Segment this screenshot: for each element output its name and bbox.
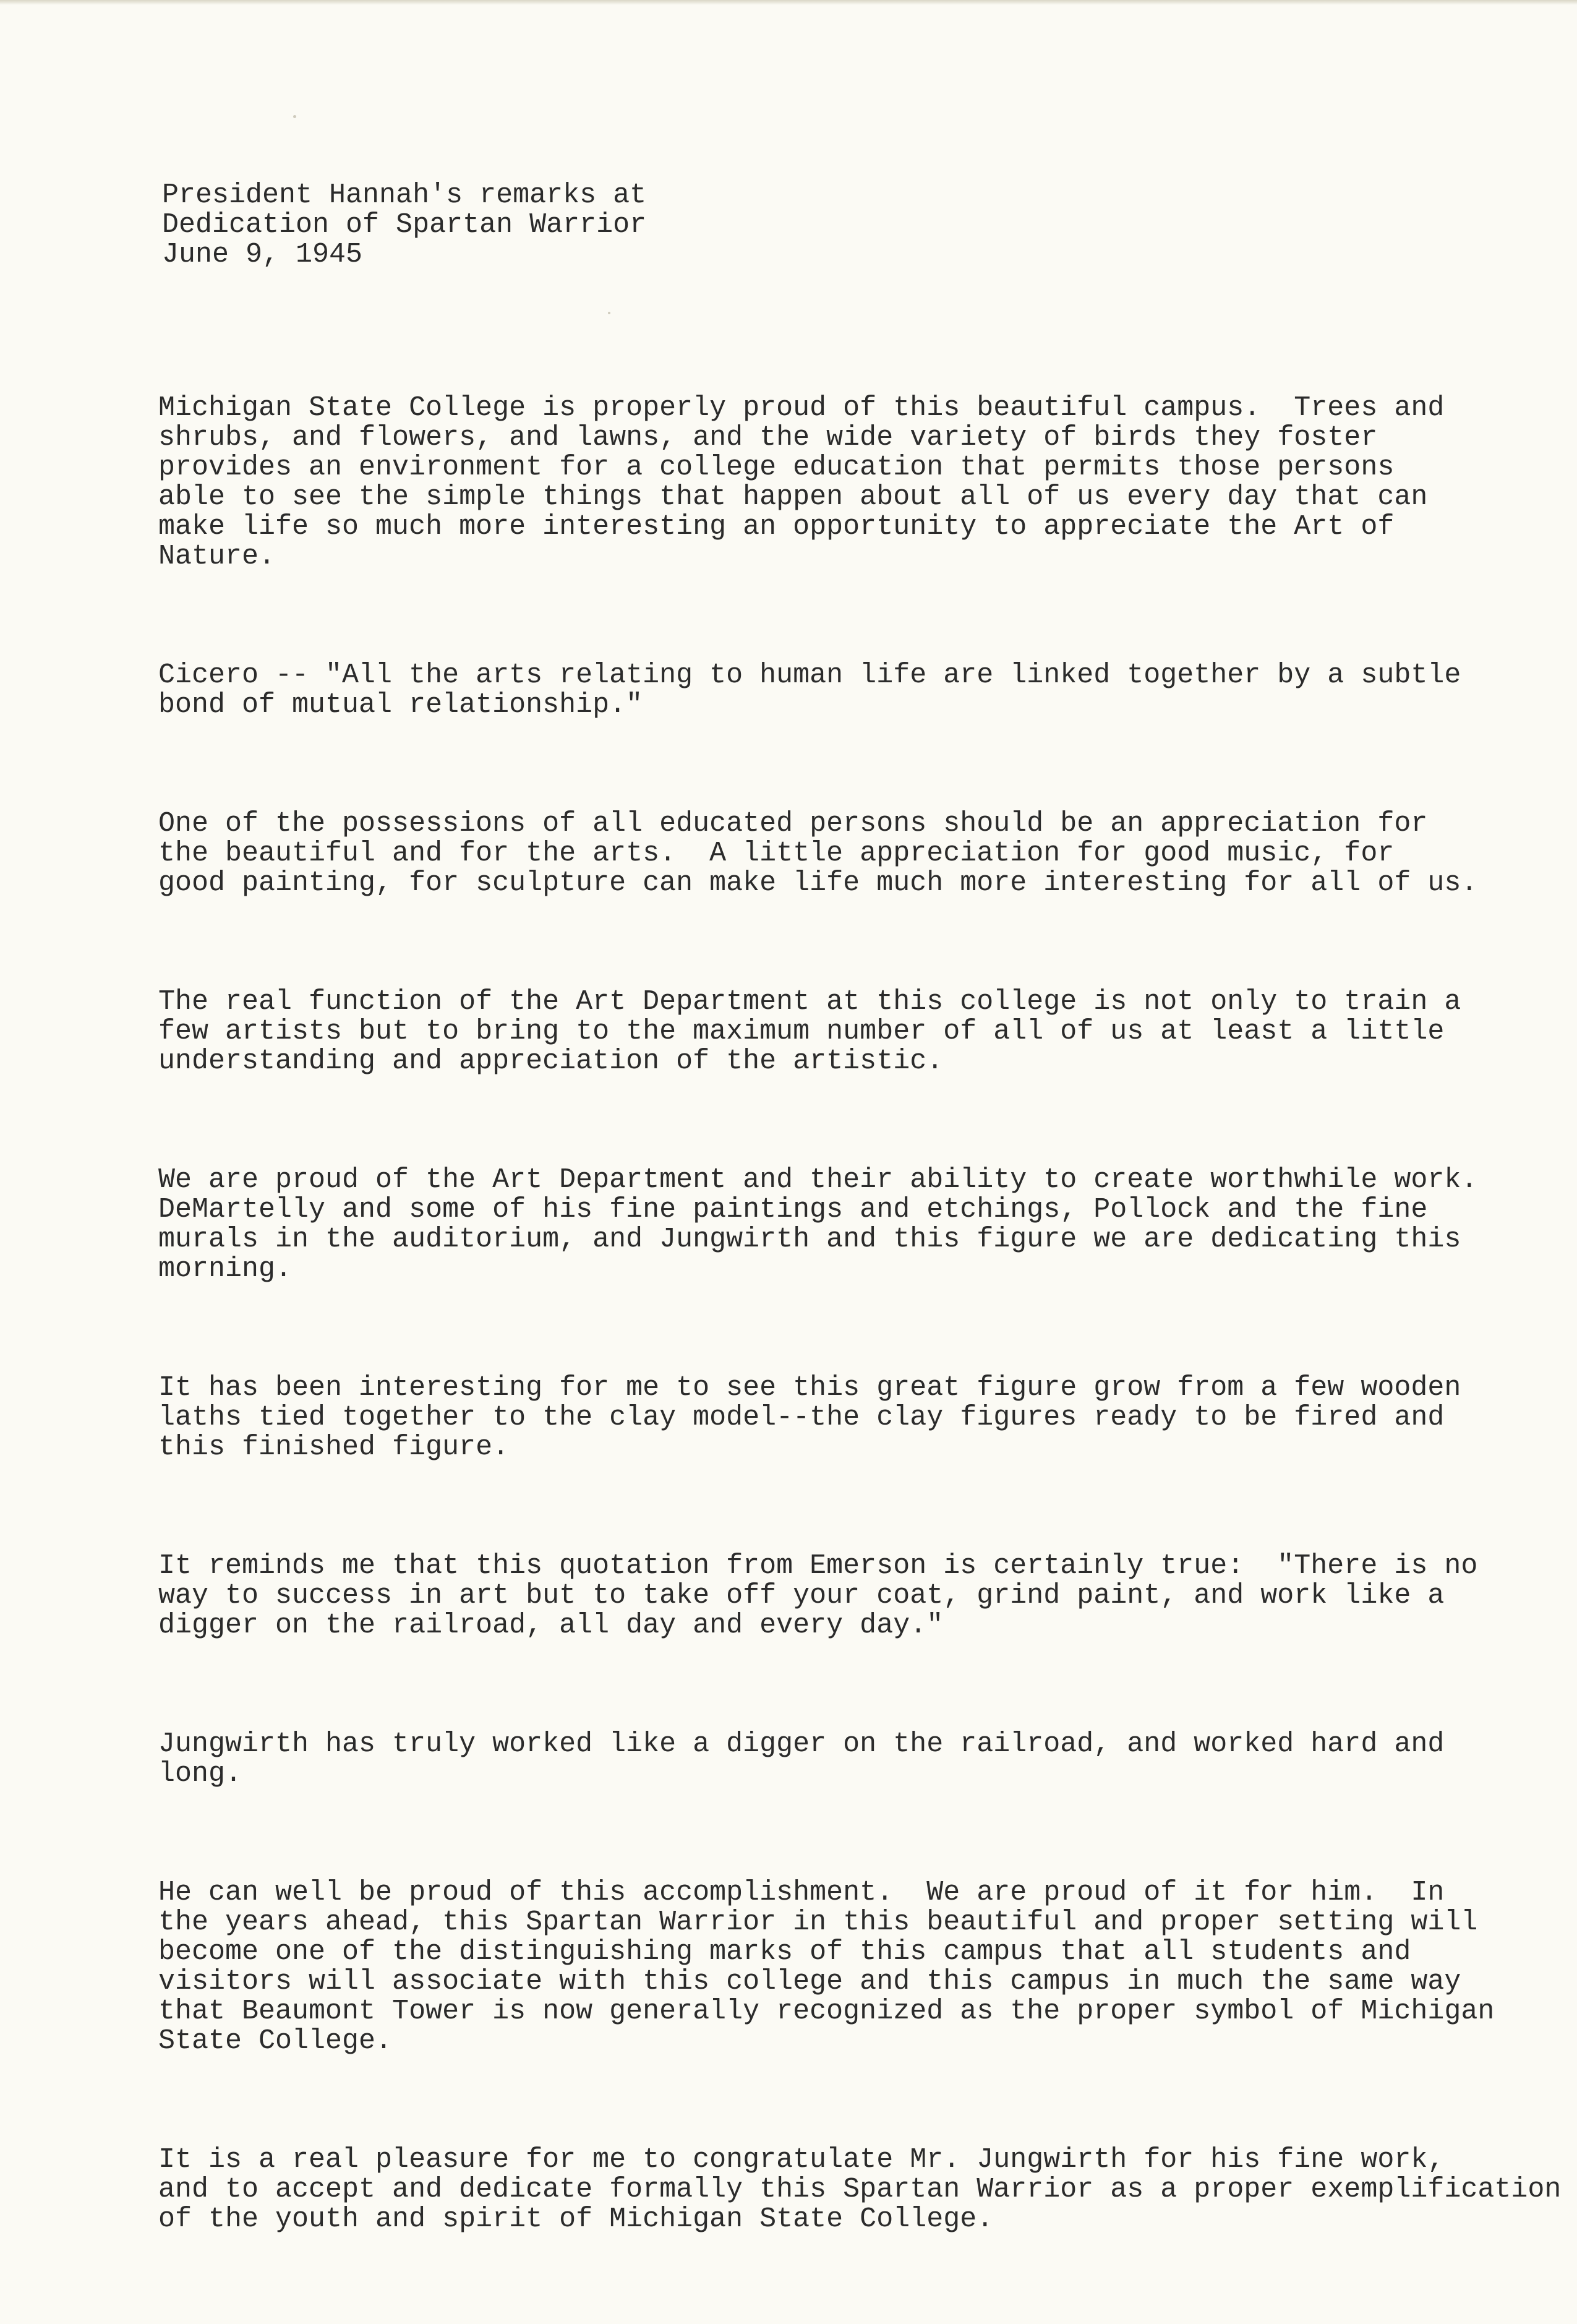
paragraph-campus: Michigan State College is properly proud of this beautiful campus. Trees and shrubs, and flowers, and lawns, and the wide variety of birds they foster provides an environment for a college education that permits those persons able to see the simple things that happen about all of us every day that can make life so much more interesting an opportunity to appreciate the Art of Nature.: [158, 392, 1445, 572]
header-event-line: Dedication of Spartan Warrior: [162, 209, 647, 241]
header-title-line: President Hannah's remarks at: [162, 179, 647, 211]
page-top-edge: [0, 0, 1577, 5]
paragraph-art-department-function: The real function of the Art Department at this college is not only to train a few artists but to bring to the maximum number of all of us at least a little understanding and appreciation of the artistic.: [158, 986, 1461, 1077]
document-body: [158, 334, 1562, 2323]
paragraph-emerson-quote: It reminds me that this quotation from Emerson is certainly true: "There is no way to success in art but to take off your coat, grind paint, and work like a digger on the railroad, all day and every day.": [158, 1550, 1478, 1641]
paragraph-figure-growth: It has been interesting for me to see this great figure grow from a few wooden laths tied together to the clay model--the clay figures ready to be fired and this finished figure.: [158, 1372, 1461, 1463]
paragraph-jungwirth-work: Jungwirth has truly worked like a digger on the railroad, and worked hard and long.: [158, 1728, 1445, 1790]
paragraph-appreciation: One of the possessions of all educated persons should be an appreciation for the beautiful and for the arts. A little appreciation for good music, for good painting, for sculpture can make life much more interesting for all of us.: [158, 808, 1478, 899]
paper-speck: [293, 115, 296, 118]
paragraph-cicero-quote: Cicero -- "All the arts relating to human life are linked together by a subtle bond of mutual relationship.": [158, 659, 1461, 721]
paragraph-art-department-pride: We are proud of the Art Department and their ability to create worthwhile work. DeMartelly and some of his fine paintings and etchings, Pollock and the fine murals in the auditorium, and Jungwirth and this figure we are dedicating this morning.: [158, 1164, 1478, 1285]
paragraph-congratulations: It is a real pleasure for me to congratulate Mr. Jungwirth for his fine work, and to accept and dedicate formally this Spartan Warrior as a proper exemplification of the youth and spirit of Michigan State College.: [158, 2144, 1562, 2235]
paragraph-accomplishment: He can well be proud of this accomplishment. We are proud of it for him. In the years ahead, this Spartan Warrior in this beautiful and proper setting will become one of the distinguishing marks of this campus that all students and visitors will associate with this college and this campus in much the same way that Beaumont Tower is now generally recognized as the proper symbol of Michigan State College.: [158, 1877, 1495, 2057]
document-header: [162, 181, 646, 270]
header-date-line: June 9, 1945: [162, 239, 363, 270]
paper-speck: [608, 312, 610, 314]
